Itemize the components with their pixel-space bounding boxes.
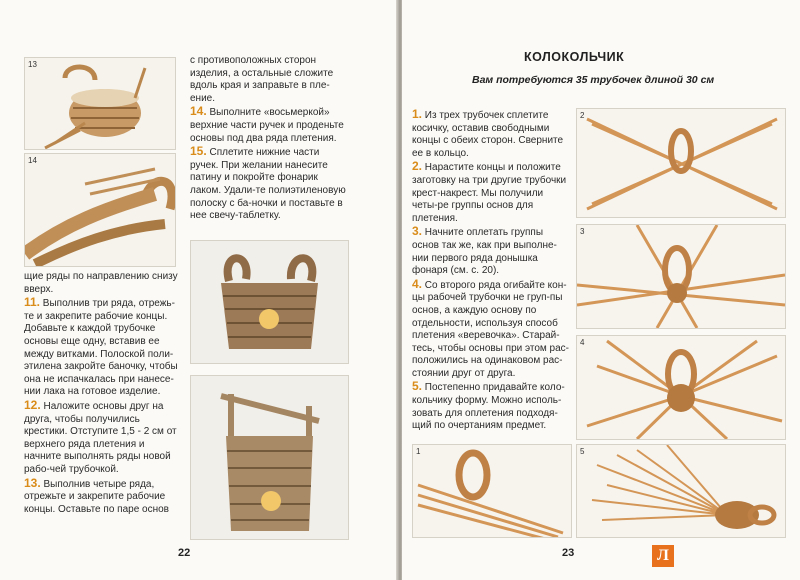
tall-lantern-illustration [191,376,348,539]
weaving-start-illustration [577,225,785,328]
paragraph-text: щие ряды по направлению снизу вверх. [24,271,178,295]
project-title: КОЛОКОЛЬЧИК [524,50,625,64]
left-column-text [24,271,179,516]
paragraph [190,145,350,223]
step-number: 12. [24,397,41,412]
steps-text [412,108,570,433]
photo-step-2 [576,108,786,218]
page-number: 23 [562,547,575,559]
paragraph [190,55,350,105]
paragraph-text: Выполните «восьмеркой» верхние части ручек и проденьте основы под два ряда плетения. [190,107,344,144]
photo-step-3 [576,224,786,329]
basket-handle-illustration [25,58,175,149]
paragraph [24,477,179,517]
photo-step-14 [24,153,176,267]
paragraph-text: Постепенно придавайте коло-кольчику форму. Можно исполь-зовать для оплетения подходя-щий по очертаниям предмет. [412,382,565,432]
paragraph-text: Наложите основы друг на друга, чтобы получились крестики. Отступите 1,5 - 2 см от верхнего ряда плетения и начните выполнять ряды новой рабо-чей трубочкой. [24,400,177,475]
photo-label: 13 [28,60,37,69]
basket-lantern-illustration [191,241,348,363]
step-number: 11. [24,295,41,310]
photo-label: 14 [28,156,37,165]
page-number: 22 [178,547,191,559]
paragraph [412,160,570,225]
paragraph-text: Нарастите концы и положите заготовку на три другие трубочки крест-накрест. Мы получили четы-ре группы основ для плетения. [412,162,567,224]
paragraph-text: Выполнив три ряда, отрежь-те и закрепите рабочие концы. Добавьте к каждой трубочке основы еще одну, вставив ее между витками. Полоской поли-этилена закройте баночку, чтобы она не испачкалась при нанесе-нии лака на готовое изделие. [24,298,178,398]
paragraph [412,380,570,432]
bell-shape-illustration [577,445,785,537]
photo-tall-lantern [190,375,349,540]
publisher-logo: Л [652,545,674,567]
radial-weave-illustration [577,336,785,439]
photo-step-4 [576,335,786,440]
materials-subtitle: Вам потребуются 35 трубочек длиной 30 см [472,74,715,86]
right-column-text [190,55,350,223]
left-page [0,0,398,580]
paragraph [412,108,570,160]
step-number: 5. [412,379,423,394]
crossed-tubes-illustration [577,109,785,217]
step-number: 4. [412,276,423,291]
photo-label: 3 [580,227,585,236]
step-number: 13. [24,475,41,490]
paragraph [412,225,570,277]
photo-step-13 [24,57,176,150]
photo-label: 1 [416,447,421,456]
paragraph [24,271,179,296]
paragraph-text: Из трех трубочек сплетите косичку, оставив свободными концы с обеих сторон. Сверните ее в кольцо. [412,110,564,159]
photo-step-5 [576,444,786,538]
paragraph [190,105,350,145]
paragraph-text: Начните оплетать группы основ так же, как при выполне-нии первого ряда донышка фонаря (см. с. 20). [412,227,557,277]
paragraph-text: Выполнив четыре ряда, отрежьте и закрепите рабочие концы. Оставьте по паре основ [24,478,169,515]
photo-step-1 [412,444,572,538]
step-number: 2. [412,159,423,174]
braid-ring-illustration [413,445,571,537]
photo-label: 2 [580,111,585,120]
right-page [402,0,800,580]
paragraph-text: с противоположных сторон изделия, а остальные сложите вдоль края и заправьте в пле-ение. [190,55,334,104]
paragraph [24,296,179,399]
handle-weave-illustration [25,154,175,266]
paragraph-text: Со второго ряда огибайте кон-цы рабочей трубочки не груп-пы основ, а каждую основу по отдельности, используя способ плетения «веревочка». Старай-тесь, чтобы основы при этом рас-положились на одинаковом рас-стоянии друг от друга. [412,279,570,379]
photo-label: 5 [580,447,585,456]
step-number: 3. [412,224,423,239]
paragraph-text: Сплетите нижние части ручек. При желании нанесите патину и покройте фонарик лаком. Удали-те полиэтиленовую полоску с ба-ночки и поставьте в нее свечу-таблетку. [190,147,346,222]
step-number: 1. [412,107,423,121]
step-number: 14. [190,104,207,119]
step-number: 15. [190,144,207,159]
photo-basket-lantern [190,240,349,364]
paragraph [412,278,570,381]
photo-label: 4 [580,338,585,347]
paragraph [24,399,179,477]
